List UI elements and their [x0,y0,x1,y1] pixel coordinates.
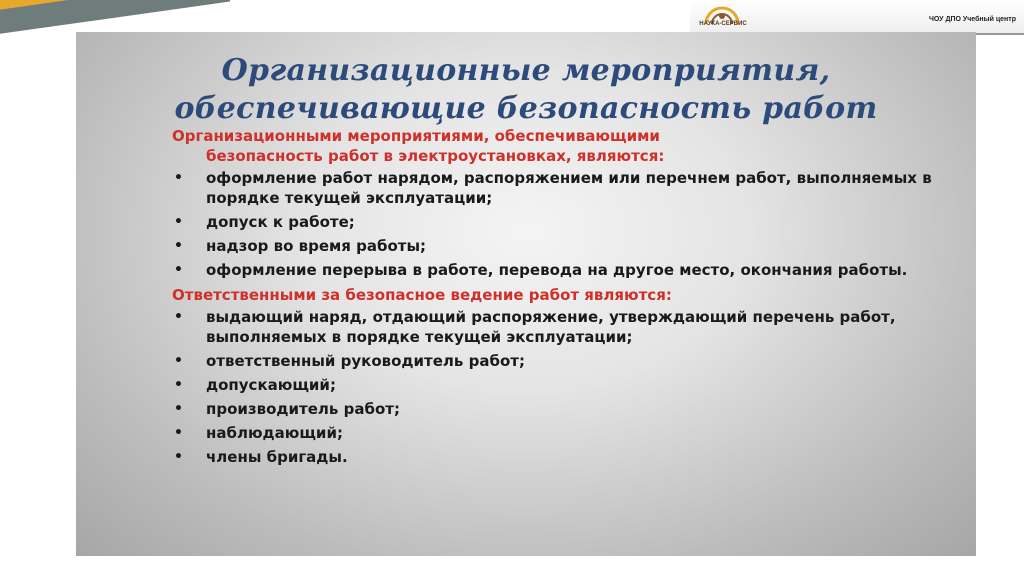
list-item-text: оформление работ нарядом, распоряжением или перечнем работ, выполняемых в порядке текущей эксплуатации; [206,169,932,207]
list-item [172,351,972,371]
list-item [172,375,972,395]
list-item-text: ответственный руководитель работ; [206,352,525,370]
list-item [172,423,972,443]
organization-name: ЧОУ ДПО Учебный центр [928,16,1016,23]
slide-title-line1: Организационные мероприятия, [221,53,831,88]
bullet-icon: • [174,401,183,417]
list-item [172,260,972,280]
section-heading-measures [172,126,972,166]
bullet-icon: • [174,425,183,441]
list-item [172,307,972,347]
bullet-icon: • [174,214,183,230]
bullet-icon: • [174,353,183,369]
responsible-list [172,307,972,467]
list-item [172,447,972,467]
logo-text: НАУКА-СЕРВИС [699,21,747,27]
measures-list [172,168,972,280]
list-item-text: выдающий наряд, отдающий распоряжение, утверждающий перечень работ, выполняемых в порядке текущей эксплуатации; [206,308,896,346]
list-item [172,168,972,208]
section-heading-measures-line2: безопасность работ в электроустановках, являются: [206,147,665,165]
list-item-text: допускающий; [206,376,336,394]
bullet-icon: • [174,309,183,325]
bullet-icon: • [174,238,183,254]
list-item-text: производитель работ; [206,400,400,418]
slide-panel [76,32,976,556]
slide-content [172,126,972,471]
list-item [172,236,972,256]
section-heading-responsible: Ответственными за безопасное ведение работ являются: [172,286,672,304]
bullet-icon: • [174,262,183,278]
list-item-text: наблюдающий; [206,424,343,442]
bullet-icon: • [174,170,183,186]
list-item-text: допуск к работе; [206,213,355,231]
bullet-icon: • [174,377,183,393]
list-item-text: оформление перерыва в работе, перевода на другое место, окончания работы. [206,261,908,279]
slide-title [76,52,976,128]
company-logo [692,2,752,32]
list-item [172,212,972,232]
list-item [172,399,972,419]
section-heading-measures-line1: Организационными мероприятиями, обеспечивающими [172,127,660,145]
list-item-text: члены бригады. [206,448,348,466]
slide-title-line2: обеспечивающие безопасность работ [174,91,878,126]
bullet-icon: • [174,449,183,465]
list-item-text: надзор во время работы; [206,237,427,255]
